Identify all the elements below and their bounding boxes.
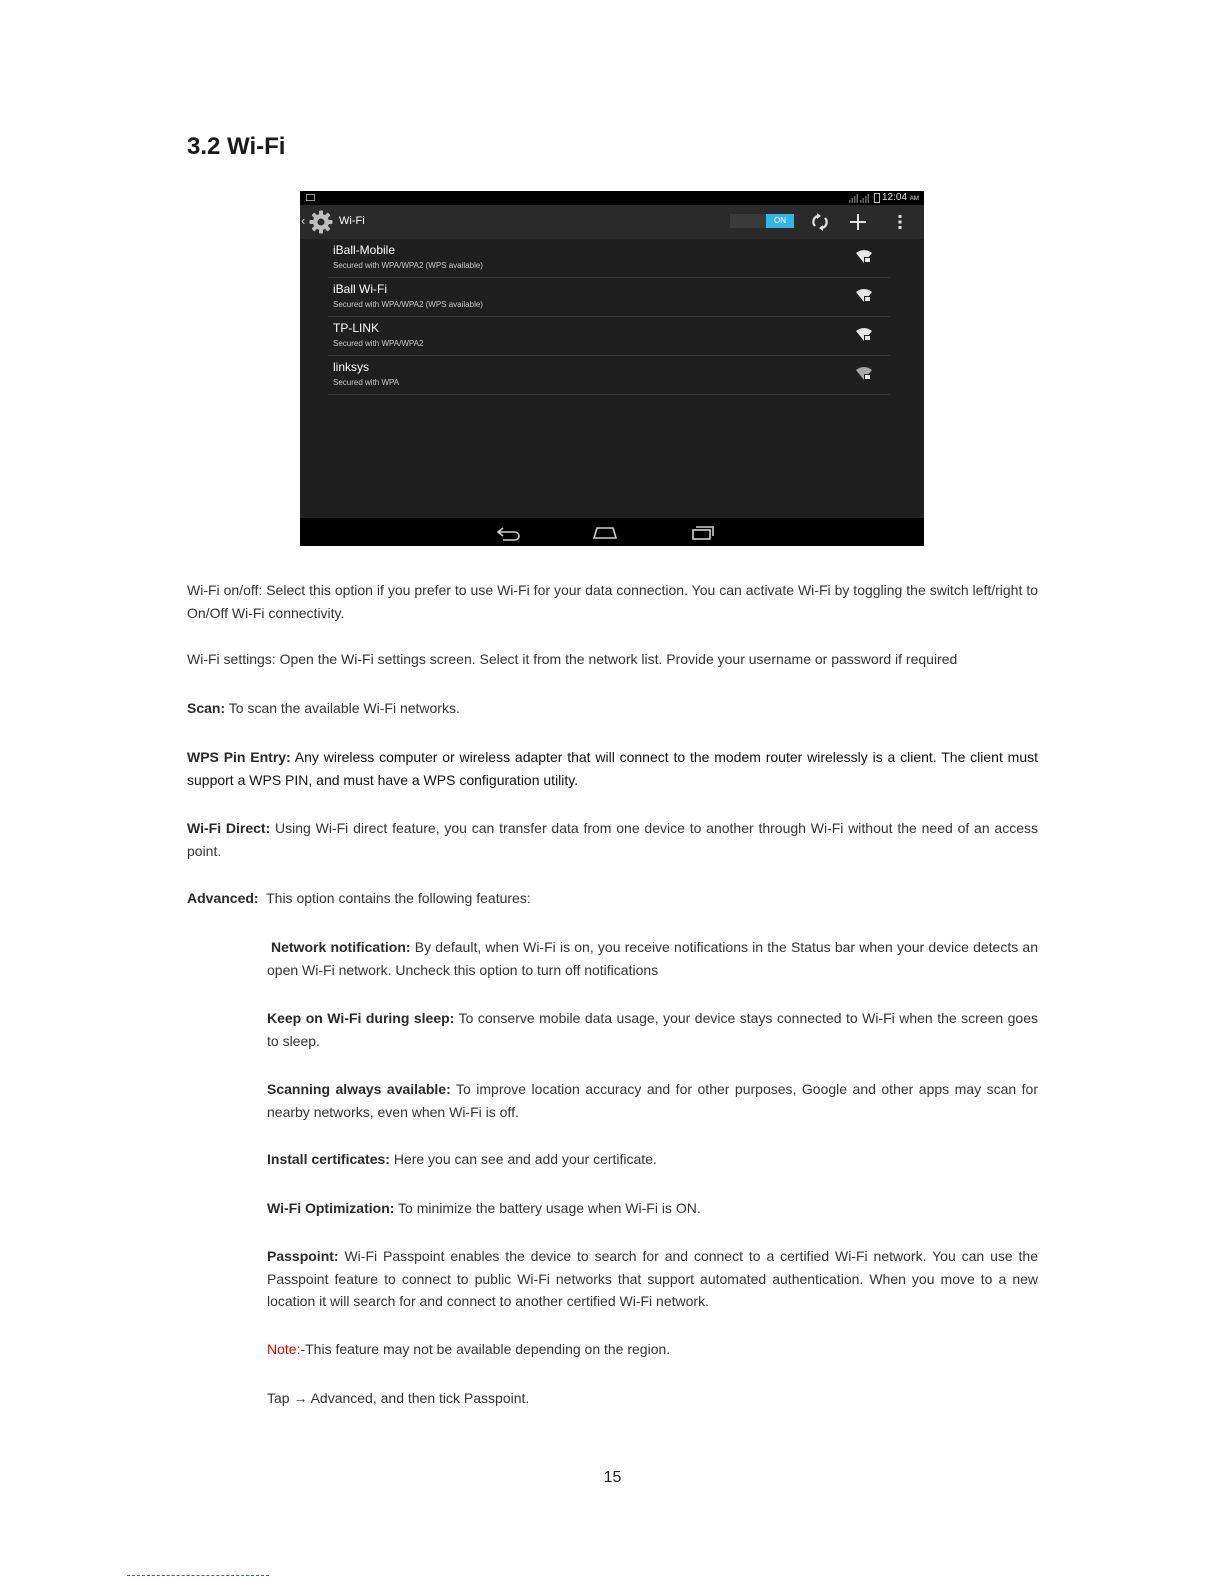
term-description: Any wireless computer or wireless adapter that will connect to the modem router wirelessly is a client. The client must support a WPS PIN, and must have a WPS configuration utility. <box>187 749 1038 788</box>
paragraph-keep-on-wifi <box>267 1007 1038 1052</box>
switch-on-label: ON <box>766 214 794 228</box>
wifi-network-item[interactable] <box>328 239 890 278</box>
term-description: By default, when Wi-Fi is on, you receive notifications in the Status bar when your device detects an open Wi-Fi network. Uncheck this option to turn off notifications <box>267 939 1038 978</box>
paragraph-scan <box>187 697 1038 720</box>
paragraph-tap-instruction: Tap → Advanced, and then tick Passpoint. <box>267 1390 530 1406</box>
term-label: Wi-Fi Direct: <box>187 820 271 836</box>
network-name: iBall Wi-Fi <box>333 282 387 296</box>
note-text: This feature may not be available depending on the region. <box>305 1341 671 1357</box>
wifi-toggle-switch[interactable] <box>730 214 794 228</box>
wifi-locked-icon <box>855 327 873 343</box>
overflow-menu-icon[interactable] <box>888 210 912 234</box>
network-name: linksys <box>333 360 370 374</box>
network-security: Secured with WPA/WPA2 <box>333 339 424 348</box>
paragraph-advanced <box>187 887 1038 910</box>
term-description: Using Wi-Fi direct feature, you can transfer data from one device to another through Wi-Fi without the need of an access point. <box>187 820 1038 859</box>
term-description: Here you can see and add your certificate. <box>389 1151 657 1167</box>
wifi-network-item[interactable] <box>328 278 890 317</box>
wifi-locked-icon <box>855 366 873 382</box>
wifi-network-item[interactable] <box>328 356 890 395</box>
term-label: WPS Pin Entry: <box>187 749 291 765</box>
term-label: Scan: <box>187 700 226 716</box>
term-description: Wi-Fi Passpoint enables the device to search for and connect to a certified Wi-Fi network. You can use the Passpoint feature to connect to public Wi-Fi networks that support automated authentication. When you move to a new location it will search for and connect to another certified Wi-Fi network. <box>267 1248 1038 1309</box>
plus-icon[interactable] <box>846 210 870 234</box>
term-label: Passpoint: <box>267 1248 339 1264</box>
screen-title: Wi-Fi <box>339 215 365 227</box>
signal-bars-icon <box>848 193 870 203</box>
paragraph-wps-pin-entry <box>187 746 1038 791</box>
wifi-network-list <box>328 239 890 395</box>
network-security: Secured with WPA <box>333 378 400 387</box>
paragraph-wifi-onoff: Wi-Fi on/off: Select this option if you prefer to use Wi-Fi for your data connection. You can activate Wi-Fi by toggling the switch left/right to On/Off Wi-Fi connectivity. <box>187 582 1038 621</box>
status-clock: 12:04 AM <box>882 192 919 203</box>
term-description: To minimize the battery usage when Wi-Fi is ON. <box>394 1200 701 1216</box>
page-number: 15 <box>603 1469 622 1486</box>
chevron-left-icon[interactable]: ‹ <box>301 213 306 228</box>
term-description: To conserve mobile data usage, your device stays connected to Wi-Fi when the screen goes to sleep. <box>267 1010 1038 1049</box>
section-heading: 3.2 Wi-Fi <box>187 133 286 160</box>
paragraph-passpoint <box>267 1245 1038 1313</box>
term-description: To improve location accuracy and for other purposes, Google and other apps may scan for nearby networks, even when Wi-Fi is off. <box>267 1081 1039 1120</box>
recents-icon[interactable] <box>688 522 718 542</box>
navigation-bar <box>300 518 924 546</box>
network-security: Secured with WPA/WPA2 (WPS available) <box>333 300 483 309</box>
term-label: Network notification: <box>271 939 411 955</box>
wifi-settings-screenshot <box>300 191 924 546</box>
back-icon[interactable] <box>493 522 523 542</box>
term-label: Wi-Fi Optimization: <box>267 1200 395 1216</box>
term-description: This option contains the following features: <box>258 890 531 906</box>
wifi-network-item[interactable] <box>328 317 890 356</box>
battery-icon <box>874 193 880 203</box>
wifi-locked-icon <box>855 288 873 304</box>
term-label: Advanced: <box>187 890 259 906</box>
gear-icon[interactable] <box>308 209 334 235</box>
wifi-locked-icon <box>855 249 873 265</box>
term-label: Keep on Wi-Fi during sleep: <box>267 1010 455 1026</box>
paragraph-install-certificates <box>267 1148 1038 1171</box>
notification-icon <box>306 194 315 201</box>
paragraph-wifi-settings: Wi-Fi settings: Open the Wi-Fi settings screen. Select it from the network list. Provide your username or password if required <box>187 651 958 667</box>
wps-refresh-icon[interactable] <box>808 210 832 234</box>
term-label: Install certificates: <box>267 1151 390 1167</box>
home-icon[interactable] <box>590 522 620 542</box>
term-description: To scan the available Wi-Fi networks. <box>225 700 460 716</box>
footer-rule <box>127 1575 269 1576</box>
network-security: Secured with WPA/WPA2 (WPS available) <box>333 261 483 270</box>
paragraph-note <box>267 1338 1038 1361</box>
status-bar <box>300 191 924 205</box>
note-label: Note:- <box>267 1341 306 1357</box>
action-bar <box>300 205 924 239</box>
paragraph-network-notification <box>267 936 1038 981</box>
network-name: TP-LINK <box>333 321 380 335</box>
term-label: Scanning always available: <box>267 1081 451 1097</box>
network-name: iBall-Mobile <box>333 243 396 257</box>
paragraph-scanning-always <box>267 1078 1038 1123</box>
paragraph-wifi-optimization <box>267 1197 1038 1220</box>
paragraph-wifi-direct <box>187 817 1038 862</box>
